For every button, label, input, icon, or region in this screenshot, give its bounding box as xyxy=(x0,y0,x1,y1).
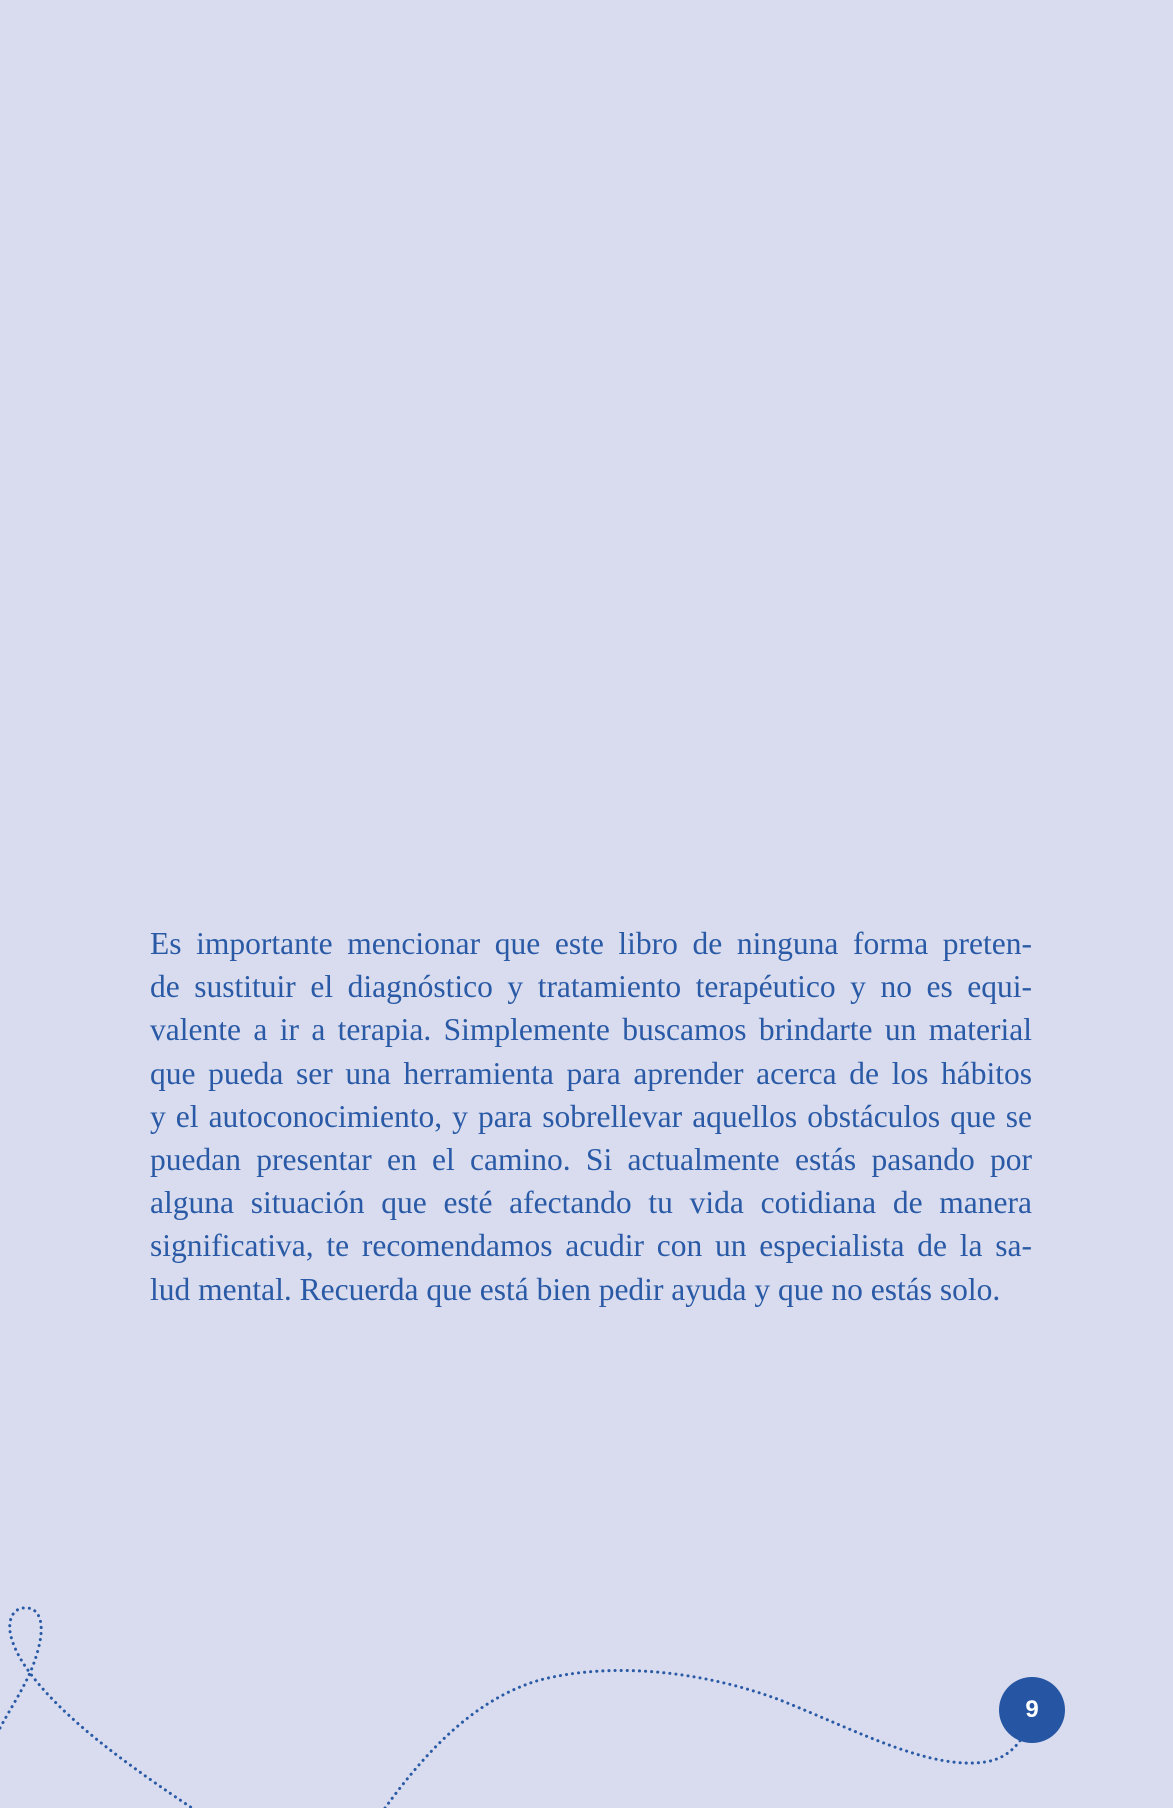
paragraph-line: valente a ir a terapia. Simplemente buscamos brindarte un material xyxy=(150,1012,1032,1048)
paragraph-line: Es importante mencionar que este libro de ninguna forma preten- xyxy=(150,926,1032,961)
paragraph-line: significativa, te recomendamos acudir con un especialista de la sa- xyxy=(150,1228,1032,1264)
paragraph-line: lud mental. Recuerda que está bien pedir ayuda y que no estás solo. xyxy=(150,1271,1001,1307)
dotted-wave-right xyxy=(385,1670,1022,1808)
paragraph-line: alguna situación que esté afectando tu vida cotidiana de manera xyxy=(150,1185,1032,1221)
disclaimer-paragraph xyxy=(150,922,1032,1311)
page-number-badge: 9 xyxy=(999,1677,1065,1743)
paragraph-line: que pueda ser una herramienta para aprender acerca de los hábitos xyxy=(150,1055,1032,1091)
paragraph-line: de sustituir el diagnóstico y tratamiento terapéutico y no es equi- xyxy=(150,969,1032,1005)
paragraph-line: y el autoconocimiento, y para sobrellevar aquellos obstáculos que se xyxy=(150,1098,1032,1134)
dotted-loop-left xyxy=(0,1608,192,1808)
paragraph-line: puedan presentar en el camino. Si actualmente estás pasando por xyxy=(150,1142,1032,1178)
